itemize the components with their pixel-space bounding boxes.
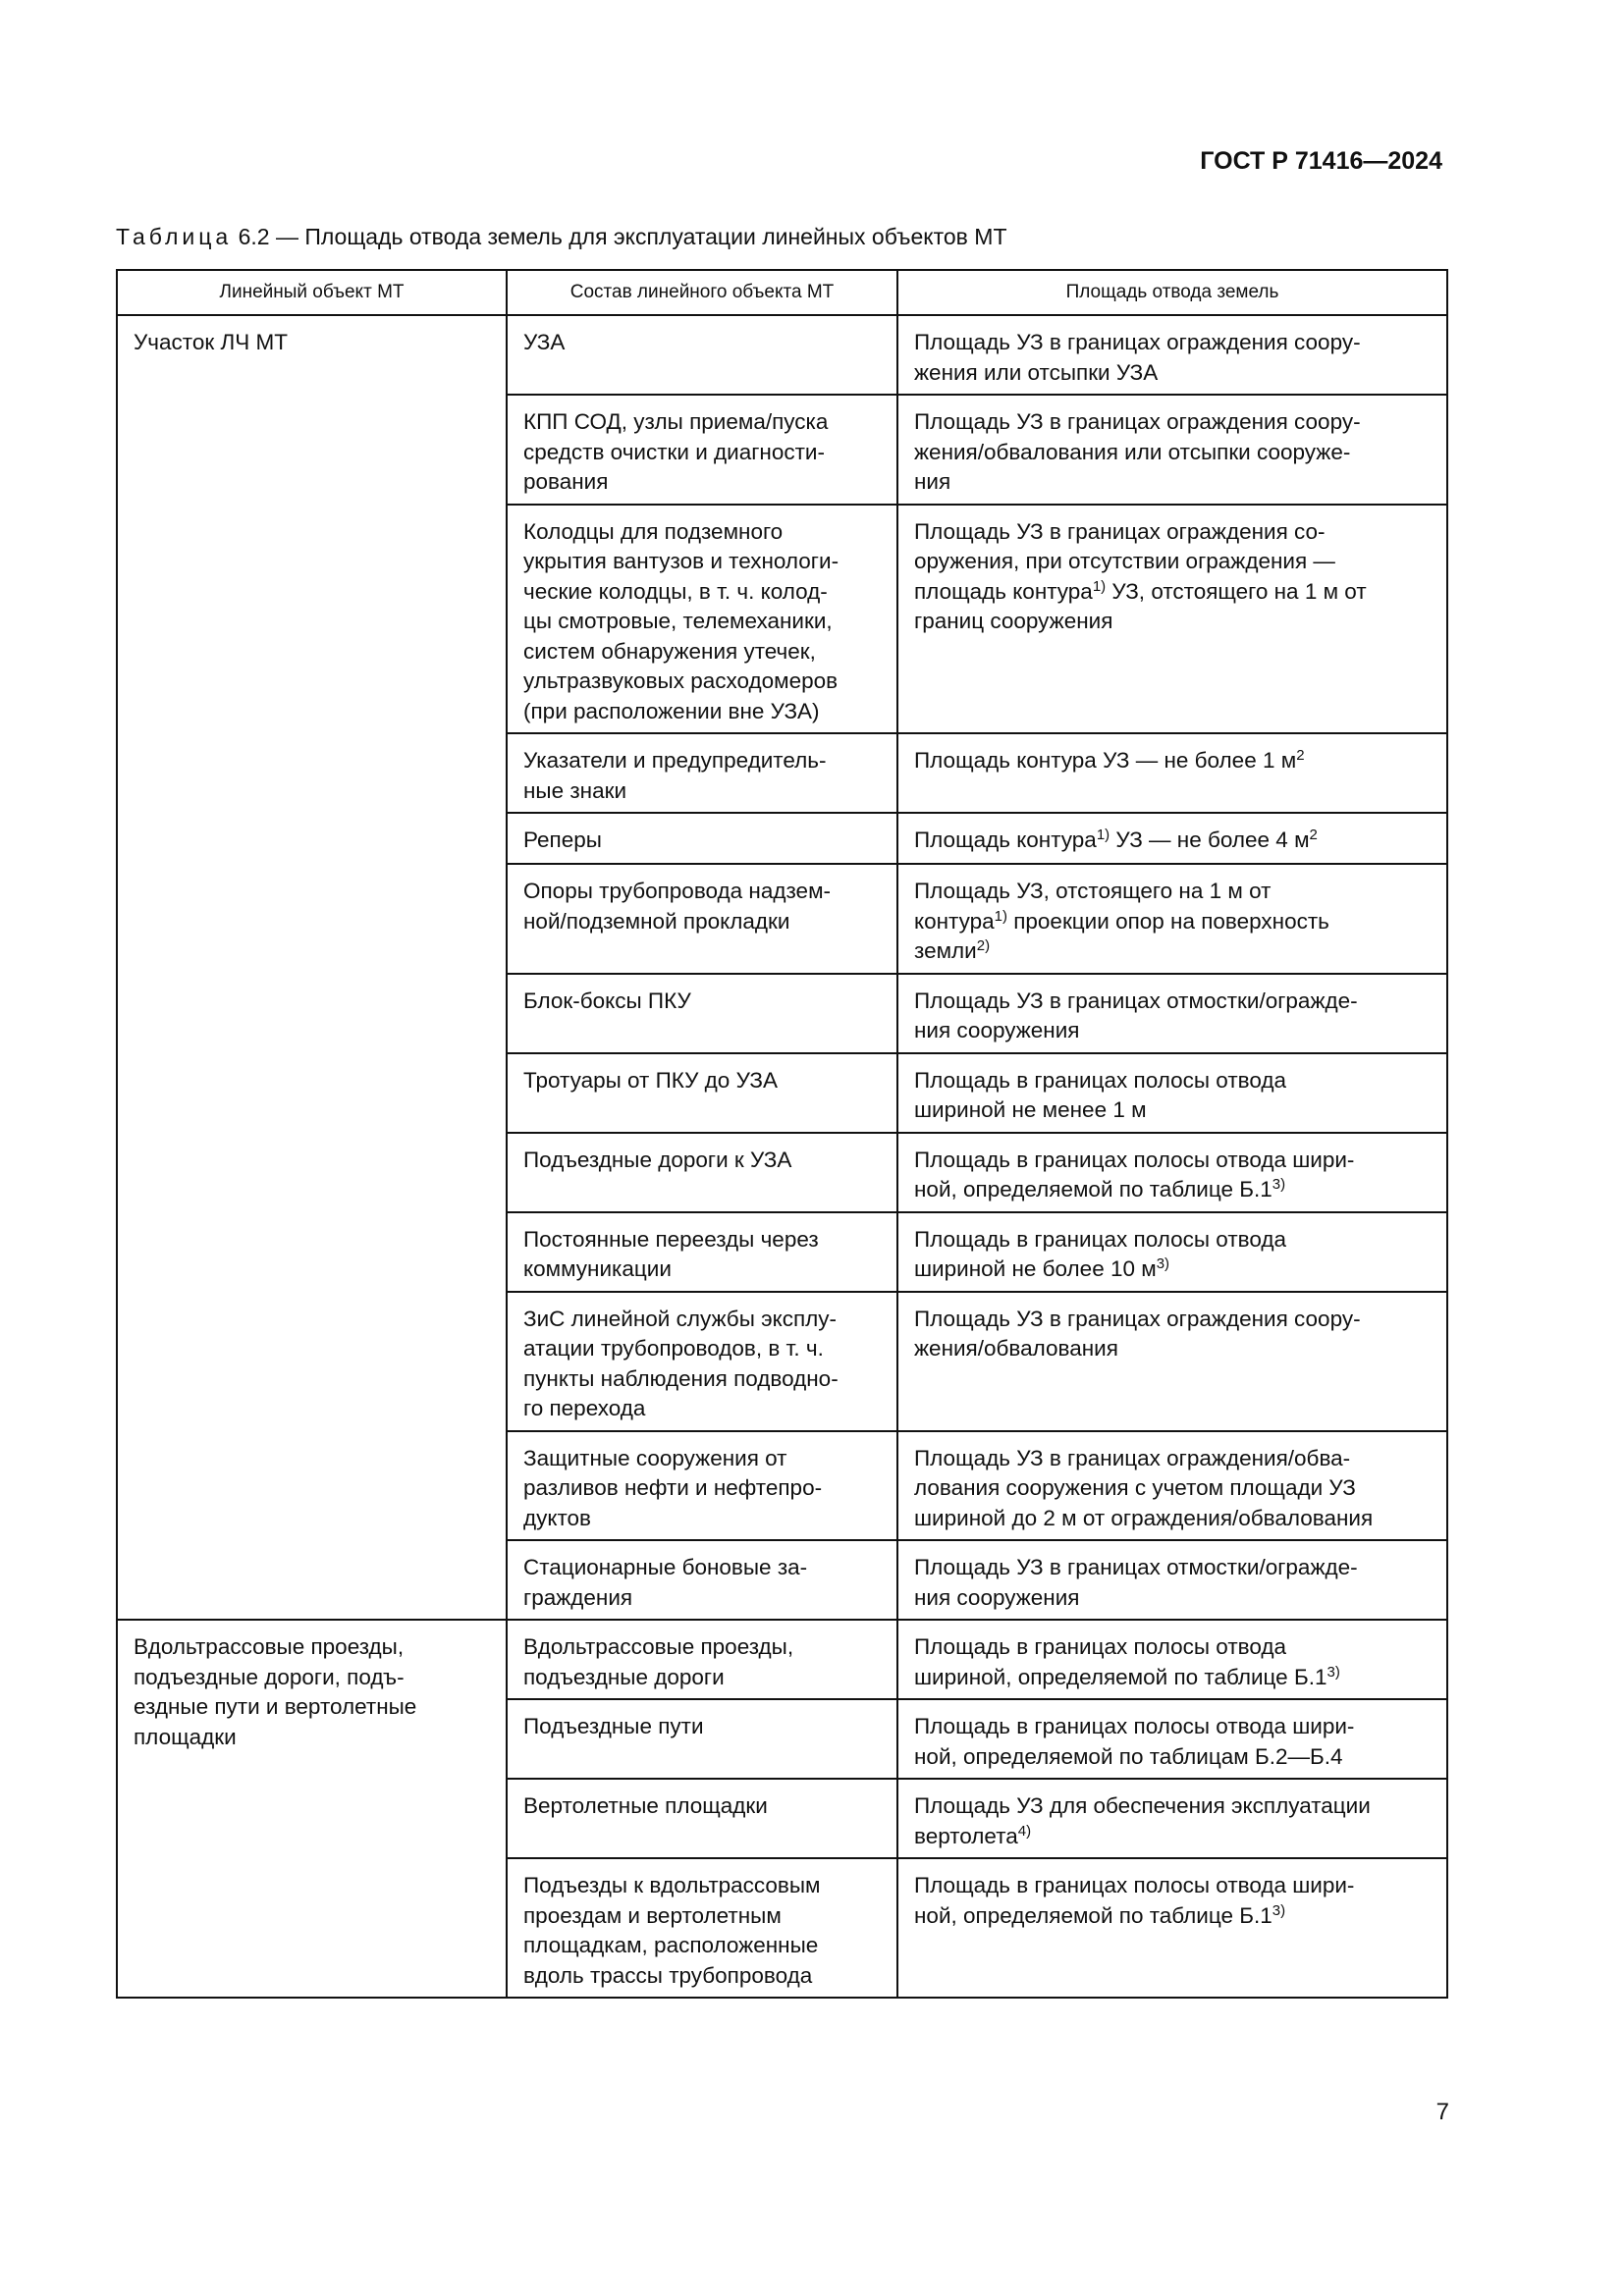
cell-text: Площадь контура УЗ — не более 1 м (914, 748, 1297, 773)
land-area-cell (897, 1699, 1447, 1779)
cell-text: УЗА (523, 330, 566, 354)
cell-text: оружения, при отсутствии ограждения — (914, 549, 1335, 573)
cell-line (523, 1305, 883, 1335)
land-area-cell (897, 1212, 1447, 1292)
cell-text: Площадь в границах полосы отвода шири- (914, 1147, 1355, 1172)
composition-cell (507, 1212, 897, 1292)
cell-text: ультразвуковых расходомеров (523, 668, 839, 693)
cell-line (523, 877, 883, 907)
cell-line (914, 1473, 1433, 1504)
table-caption-label: Таблица (116, 224, 233, 249)
cell-line (914, 1334, 1433, 1364)
composition-cell (507, 864, 897, 974)
cell-line (523, 1712, 883, 1742)
cell-text: цы смотровые, телемеханики, (523, 609, 833, 633)
cell-line (914, 936, 1433, 967)
cell-line (914, 547, 1433, 577)
composition-cell (507, 1292, 897, 1431)
footnote-marker: 2) (976, 937, 991, 954)
cell-text: Опоры трубопровода надзем- (523, 879, 832, 903)
cell-text: УЗ, отстоящего на 1 м от (1106, 578, 1367, 604)
composition-cell (507, 395, 897, 505)
composition-cell (507, 1858, 897, 1998)
cell-line (523, 1334, 883, 1364)
cell-text: площадки (134, 1724, 237, 1749)
land-area-cell (897, 1858, 1447, 1998)
cell-line (523, 517, 883, 548)
cell-line (914, 907, 1433, 937)
cell-text: УЗ — не более 4 м (1110, 828, 1310, 852)
composition-cell (507, 1053, 897, 1133)
cell-line (523, 907, 883, 937)
cell-text: Вертолетные площадки (523, 1793, 768, 1818)
cell-line (523, 826, 883, 856)
cell-text: жения/обвалования (914, 1336, 1118, 1361)
cell-text: систем обнаружения утечек, (523, 638, 816, 664)
cell-text: КПП СОД, узлы приема/пуска (523, 409, 829, 434)
cell-line (523, 607, 883, 637)
cell-text: ные знаки (523, 777, 627, 803)
cell-line (914, 438, 1433, 468)
footnote-marker: 3) (1156, 1255, 1170, 1272)
cell-line (523, 467, 883, 498)
cell-text: Реперы (523, 828, 602, 852)
cell-line (523, 1583, 883, 1614)
land-area-cell (897, 733, 1447, 813)
composition-cell (507, 1779, 897, 1858)
cell-text: контура (914, 908, 995, 934)
document-code: ГОСТ Р 71416—2024 (1200, 147, 1442, 175)
cell-text: ния (914, 469, 951, 494)
composition-cell (507, 1699, 897, 1779)
cell-text: Колодцы для подземного (523, 518, 784, 544)
cell-line (523, 1473, 883, 1504)
cell-text: Площадь УЗ в границах отмостки/огражде- (914, 988, 1358, 1013)
cell-line (914, 1504, 1433, 1534)
cell-text: Площадь в границах полосы отвода шири- (914, 1873, 1355, 1897)
cell-line (134, 1692, 492, 1723)
cell-line (523, 776, 883, 807)
cell-line (914, 1663, 1433, 1693)
cell-line (523, 1871, 883, 1901)
cell-text: ной, определяемой по таблицам Б.2—Б.4 (914, 1743, 1343, 1769)
cell-line (523, 328, 883, 358)
cell-line (523, 1066, 883, 1096)
cell-text: Площадь УЗ в границах ограждения соору- (914, 1306, 1361, 1331)
composition-cell (507, 813, 897, 864)
cell-line (523, 1225, 883, 1255)
page-number: 7 (1435, 2099, 1449, 2125)
table-caption-text: 6.2 — Площадь отвода земель для эксплуатации линейных объектов МТ (232, 224, 1007, 249)
cell-line (134, 1723, 492, 1753)
cell-line (523, 1901, 883, 1932)
cell-line (914, 1742, 1433, 1773)
cell-line (914, 1255, 1433, 1285)
cell-text: Площадь в границах полосы отвода (914, 1067, 1286, 1093)
cell-text: площадь контура (914, 578, 1093, 604)
cell-line (523, 1394, 883, 1424)
cell-text: проездам и вертолетным (523, 1902, 782, 1928)
cell-text: пункты наблюдения подводно- (523, 1365, 839, 1391)
cell-text: лования сооружения с учетом площади УЗ (914, 1475, 1356, 1500)
cell-line (914, 1146, 1433, 1176)
cell-text: Указатели и предупредитель- (523, 748, 827, 773)
cell-text: Вдольтрассовые проезды, (134, 1634, 405, 1659)
cell-text: Стационарные боновые за- (523, 1555, 808, 1579)
cell-line (523, 1791, 883, 1822)
footnote-marker: 3) (1272, 1176, 1286, 1193)
cell-text: Площадь в границах полосы отвода шири- (914, 1714, 1355, 1738)
cell-line (914, 607, 1433, 637)
cell-line (134, 1632, 492, 1663)
cell-text: го перехода (523, 1396, 646, 1420)
cell-line (914, 1583, 1433, 1614)
cell-line (523, 1255, 883, 1285)
footnote-marker: 1) (994, 907, 1007, 925)
land-area-cell (897, 1540, 1447, 1620)
cell-text: Участок ЛЧ МТ (134, 330, 288, 354)
cell-text: Площадь УЗ в границах ограждения со- (914, 518, 1326, 544)
cell-text: ездные пути и вертолетные (134, 1694, 417, 1719)
cell-text: Площадь УЗ, отстоящего на 1 м от (914, 879, 1272, 903)
land-area-cell (897, 1053, 1447, 1133)
composition-cell (507, 1620, 897, 1699)
cell-line (523, 1931, 883, 1961)
cell-line (914, 1632, 1433, 1663)
linear-object-cell (117, 315, 507, 1620)
cell-text: ния сооружения (914, 1018, 1080, 1042)
cell-text: Площадь в границах полосы отвода (914, 1226, 1286, 1252)
cell-text: ной, определяемой по таблице Б.1 (914, 1902, 1272, 1928)
footnote-marker: 3) (1326, 1663, 1340, 1681)
land-area-cell (897, 1779, 1447, 1858)
cell-text: шириной не менее 1 м (914, 1097, 1147, 1122)
cell-text: ческие колодцы, в т. ч. колод- (523, 578, 828, 604)
cell-text: (при расположении вне УЗА) (523, 698, 820, 723)
cell-line (914, 517, 1433, 548)
cell-line (523, 407, 883, 438)
cell-text: Площадь контура (914, 828, 1097, 852)
cell-text: ния сооружения (914, 1584, 1080, 1610)
cell-line (914, 1016, 1433, 1046)
land-area-cell (897, 1133, 1447, 1212)
cell-line (914, 746, 1433, 776)
cell-line (914, 407, 1433, 438)
cell-text: границ сооружения (914, 609, 1113, 633)
composition-cell (507, 505, 897, 734)
cell-text: Площадь УЗ в границах ограждения/обва- (914, 1445, 1351, 1470)
cell-text: Подъездные пути (523, 1714, 704, 1738)
cell-line (523, 1961, 883, 1992)
cell-text: атации трубопроводов, в т. ч. (523, 1336, 824, 1361)
cell-line (523, 1146, 883, 1176)
cell-line (523, 1364, 883, 1395)
table-header-row (117, 270, 1447, 315)
composition-cell (507, 1133, 897, 1212)
cell-line (914, 1095, 1433, 1126)
column-header-area: Площадь отвода земель (897, 270, 1447, 315)
table-body (117, 315, 1447, 1998)
cell-line (914, 1712, 1433, 1742)
cell-text: разливов нефти и нефтепро- (523, 1475, 823, 1500)
footnote-marker: 4) (1017, 1822, 1032, 1840)
cell-line (914, 1175, 1433, 1205)
cell-line (523, 1663, 883, 1693)
cell-line (914, 1791, 1433, 1822)
cell-line (914, 358, 1433, 389)
cell-text: шириной, определяемой по таблице Б.1 (914, 1664, 1327, 1689)
cell-line (914, 1225, 1433, 1255)
cell-text: Защитные сооружения от (523, 1445, 787, 1470)
cell-line (523, 746, 883, 776)
cell-line (134, 1663, 492, 1693)
cell-text: Блок-боксы ПКУ (523, 988, 691, 1013)
cell-text: укрытия вантузов и технологи- (523, 549, 839, 573)
cell-text: Вдольтрассовые проезды, (523, 1634, 794, 1659)
cell-text: площадкам, расположенные (523, 1933, 819, 1957)
cell-text: Подъездные дороги к УЗА (523, 1147, 792, 1172)
table-caption (116, 224, 1007, 250)
footnote-marker: 2 (1309, 827, 1318, 843)
cell-text: Площадь УЗ для обеспечения эксплуатации (914, 1793, 1371, 1818)
cell-line (523, 987, 883, 1017)
column-header-composition: Состав линейного объекта МТ (507, 270, 897, 315)
land-area-cell (897, 813, 1447, 864)
land-area-cell (897, 974, 1447, 1053)
cell-text: ЗиС линейной службы эксплу- (523, 1306, 837, 1331)
cell-text: дуктов (523, 1505, 591, 1530)
cell-text: коммуникации (523, 1256, 672, 1281)
cell-text: Площадь УЗ в границах ограждения соору- (914, 330, 1361, 354)
land-area-cell (897, 864, 1447, 974)
cell-line (523, 547, 883, 577)
cell-text: средств очистки и диагности- (523, 439, 825, 464)
cell-line (523, 697, 883, 727)
cell-line (914, 1553, 1433, 1583)
cell-text: Площадь УЗ в границах отмостки/огражде- (914, 1555, 1358, 1579)
cell-text: жения или отсыпки УЗА (914, 359, 1159, 385)
cell-text: Площадь в границах полосы отвода (914, 1634, 1286, 1659)
cell-line (523, 1553, 883, 1583)
land-area-cell (897, 1292, 1447, 1431)
cell-text: шириной не более 10 м (914, 1256, 1157, 1281)
composition-cell (507, 1540, 897, 1620)
land-area-cell (897, 505, 1447, 734)
composition-cell (507, 315, 897, 395)
cell-text: ной, определяемой по таблице Б.1 (914, 1177, 1272, 1201)
cell-text: ной/подземной прокладки (523, 908, 790, 934)
cell-text: подъездные дороги, подъ- (134, 1664, 405, 1689)
cell-line (914, 1901, 1433, 1932)
land-area-cell (897, 1620, 1447, 1699)
cell-line (914, 577, 1433, 608)
cell-line (914, 467, 1433, 498)
cell-line (914, 1305, 1433, 1335)
composition-cell (507, 733, 897, 813)
cell-text: Тротуары от ПКУ до УЗА (523, 1067, 778, 1093)
cell-line (914, 328, 1433, 358)
cell-line (914, 1871, 1433, 1901)
table-row (117, 315, 1447, 395)
cell-text: Постоянные переезды через (523, 1226, 819, 1252)
cell-text: граждения (523, 1584, 633, 1610)
cell-line (523, 1504, 883, 1534)
cell-text: вдоль трассы трубопровода (523, 1962, 813, 1988)
land-allocation-table (116, 269, 1448, 1999)
land-area-cell (897, 315, 1447, 395)
cell-text: рования (523, 469, 609, 494)
composition-cell (507, 974, 897, 1053)
cell-line (523, 438, 883, 468)
cell-text: проекции опор на поверхность (1006, 908, 1329, 934)
cell-line (523, 637, 883, 667)
cell-line (914, 826, 1433, 856)
cell-line (914, 1066, 1433, 1096)
cell-line (523, 667, 883, 697)
footnote-marker: 2 (1296, 747, 1305, 764)
cell-line (914, 1822, 1433, 1852)
cell-text: вертолета (914, 1823, 1018, 1848)
cell-line (523, 1632, 883, 1663)
cell-line (914, 877, 1433, 907)
linear-object-cell (117, 1620, 507, 1998)
cell-text: шириной до 2 м от ограждения/обвалования (914, 1505, 1374, 1530)
cell-text: земли (914, 938, 977, 963)
cell-line (523, 577, 883, 608)
cell-text: Площадь УЗ в границах ограждения соору- (914, 409, 1361, 434)
cell-line (914, 987, 1433, 1017)
cell-text: жения/обвалования или отсыпки сооруже- (914, 439, 1351, 464)
cell-text: Подъезды к вдольтрассовым (523, 1873, 821, 1897)
cell-line (134, 328, 492, 358)
cell-text: подъездные дороги (523, 1664, 725, 1689)
cell-line (523, 1444, 883, 1474)
land-area-cell (897, 1431, 1447, 1541)
composition-cell (507, 1431, 897, 1541)
land-area-cell (897, 395, 1447, 505)
cell-line (914, 1444, 1433, 1474)
footnote-marker: 3) (1272, 1901, 1286, 1919)
column-header-object: Линейный объект МТ (117, 270, 507, 315)
footnote-marker: 1) (1096, 827, 1110, 843)
table-row (117, 1620, 1447, 1699)
footnote-marker: 1) (1092, 577, 1107, 595)
